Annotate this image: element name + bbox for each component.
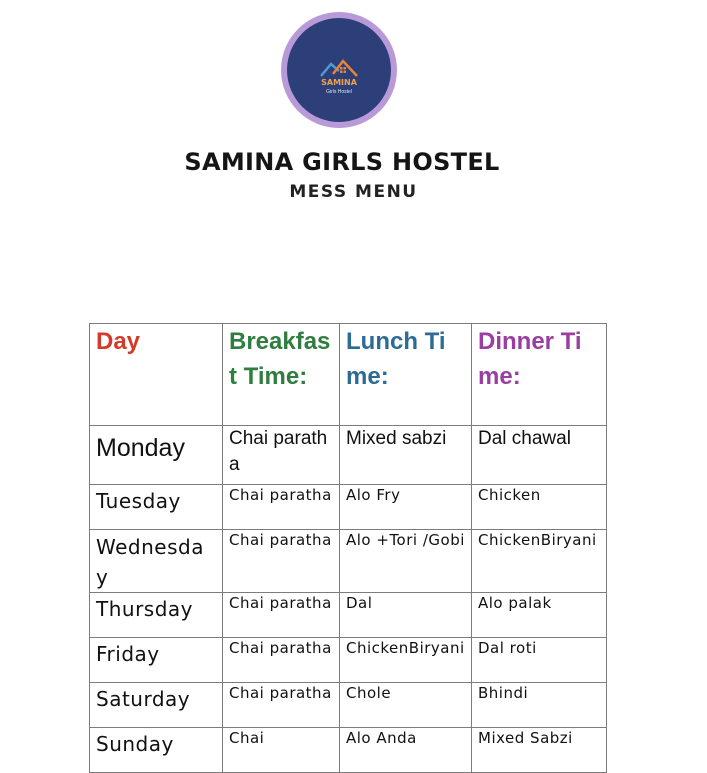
day-cell: Wednesday [90, 530, 223, 593]
page-title: SAMINA GIRLS HOSTEL [184, 148, 500, 176]
day-cell: Sunday [90, 728, 223, 773]
mess-menu-table [89, 323, 607, 773]
day-cell: Saturday [90, 683, 223, 728]
lunch-cell: Dal [340, 593, 472, 638]
table-row [90, 426, 607, 485]
lunch-cell: Chole [340, 683, 472, 728]
day-cell: Monday [90, 426, 223, 485]
table-row [90, 593, 607, 638]
logo-subtitle: Girls Hostel [326, 89, 352, 95]
breakfast-cell: Chai [223, 728, 340, 773]
dinner-cell: ChickenBiryani [472, 530, 607, 593]
table-row [90, 530, 607, 593]
header-breakfast: Breakfast Time: [223, 324, 340, 426]
breakfast-cell: Chai paratha [223, 530, 340, 593]
lunch-cell: ChickenBiryani [340, 638, 472, 683]
dinner-cell: Alo palak [472, 593, 607, 638]
dinner-cell: Dal chawal [472, 426, 607, 485]
dinner-cell: Chicken [472, 485, 607, 530]
page-subtitle: MESS MENU [289, 182, 418, 202]
table-row [90, 728, 607, 773]
table-header-row [90, 324, 607, 426]
lunch-cell: Mixed sabzi [340, 426, 472, 485]
header-day: Day [90, 324, 223, 426]
breakfast-cell: Chai paratha [223, 683, 340, 728]
logo-name: SAMINA [321, 78, 357, 87]
day-cell: Thursday [90, 593, 223, 638]
header-lunch: Lunch Time: [340, 324, 472, 426]
lunch-cell: Alo +Tori /Gobi [340, 530, 472, 593]
dinner-cell: Mixed Sabzi [472, 728, 607, 773]
lunch-cell: Alo Fry [340, 485, 472, 530]
table-row [90, 683, 607, 728]
table-row [90, 638, 607, 683]
hostel-logo [281, 12, 397, 128]
header-dinner: Dinner Time: [472, 324, 607, 426]
day-cell: Friday [90, 638, 223, 683]
day-cell: Tuesday [90, 485, 223, 530]
table-row [90, 485, 607, 530]
dinner-cell: Bhindi [472, 683, 607, 728]
breakfast-cell: Chai paratha [223, 638, 340, 683]
breakfast-cell: Chai paratha [223, 485, 340, 530]
logo-badge [287, 18, 391, 122]
breakfast-cell: Chai paratha [223, 426, 340, 485]
dinner-cell: Dal roti [472, 638, 607, 683]
breakfast-cell: Chai paratha [223, 593, 340, 638]
lunch-cell: Alo Anda [340, 728, 472, 773]
house-roof-icon [319, 58, 359, 78]
